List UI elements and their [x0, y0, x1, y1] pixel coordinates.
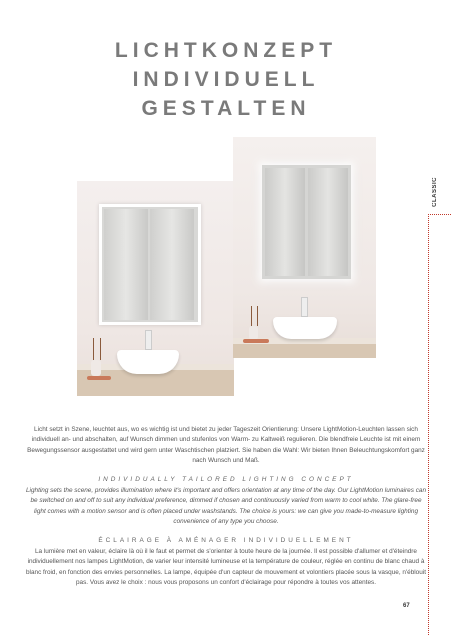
german-paragraph: Licht setzt in Szene, leuchtet aus, wo es wichtig ist und bietet zu jeder Tageszeit Orientierung: Unsere LightMotion-Leuchten lassen sich individuell an- und abschalten, auf Wunsch dimmen und stufenlos von Warm- zu Kaltweiß regulieren. Die blendfreie Leuchte ist mit einem Bewegungssensor ausgestattet und wird gern unter Waschtischen platziert. Sie haben die Wahl: Wir bieten Ihnen Beleuchtungskomfort ganz nach Wunsch und Maß.: [27, 426, 425, 465]
diffuser-sticks: [251, 306, 258, 326]
faucet: [301, 297, 308, 317]
bathroom-backlit-mirror-photo: [233, 137, 376, 358]
diffuser-sticks: [93, 338, 101, 360]
heading-line-2: INDIVIDUELL: [132, 68, 320, 91]
heading-line-1: LICHTKONZEPT: [114, 39, 338, 62]
diffuser-bottle: [91, 360, 101, 376]
french-subheading: ÉCLAIRAGE À AMÉNAGER INDIVIDUELLEMENT: [98, 537, 354, 544]
backlit-mirror-cabinet: [262, 165, 351, 279]
wash-basin: [117, 350, 179, 374]
page-heading: [0, 36, 452, 123]
mirror-cabinet: [99, 204, 201, 325]
faucet: [145, 330, 152, 350]
english-paragraph: Lighting sets the scene, provides illumination where it's important and offers orientation at any time of the day. Our LightMotion luminaires can be switched on and off to suit any individual preference, dimmed if chosen and continuously varied from warm to cool white. The glare-free light comes with a motion sensor and is often placed under washstands. The choice is yours: we can give you made-to-measure lighting convenience of any type you choose.: [25, 487, 427, 526]
french-paragraph: La lumière met en valeur, éclaire là où il le faut et permet de s'orienter à toute heure de la journée. Il est possible d'allumer et d'éteindre individuellement nos lampes LightMotion, de varier leur intensité lumineuse et la température de couleur, réglée en continu de blanc chaud à blanc froid, en fonction des envies personnelles. La lampe, équipée d'un capteur de mouvement et volontiers placée sous la vasque, n'éblouit pas. Vous avez le choix : nous vous proposons un confort d'éclairage pour répondre à toutes vos attentes.: [26, 548, 426, 587]
wash-basin: [273, 317, 337, 339]
diffuser-bottle: [249, 326, 258, 340]
heading-line-3: GESTALTEN: [141, 97, 311, 120]
bathroom-mirror-photo: [77, 181, 234, 396]
section-tab-label: CLASSIC: [432, 177, 438, 207]
section-divider-line: [428, 214, 452, 635]
page-number: 67: [403, 603, 410, 609]
english-subheading: INDIVIDUALLY TAILORED LIGHTING CONCEPT: [98, 476, 354, 483]
